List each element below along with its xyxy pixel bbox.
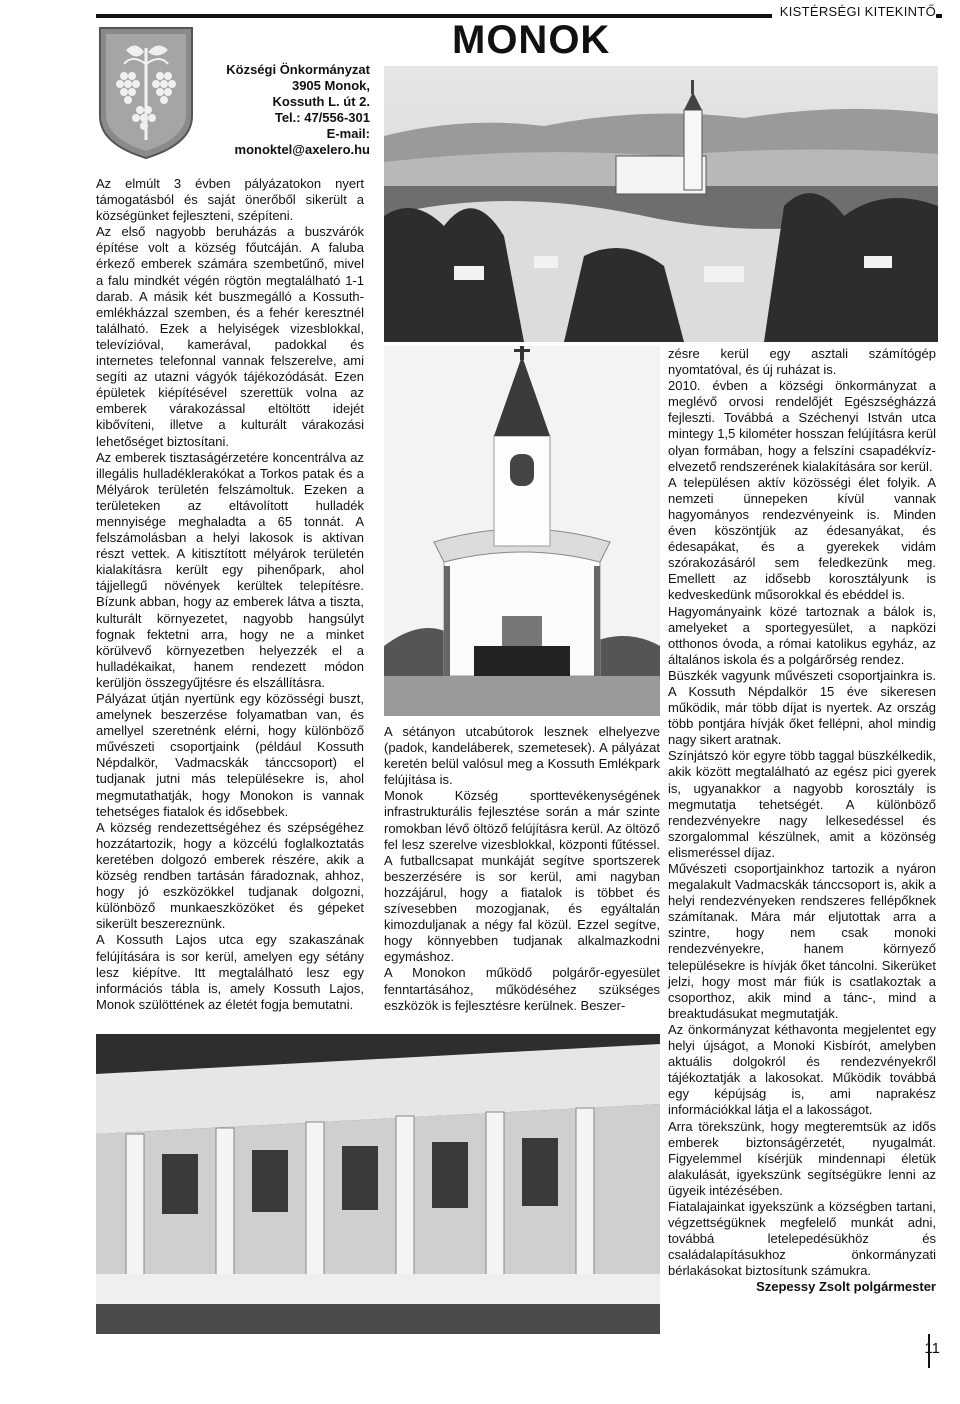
- contact-email: monoktel@axelero.hu: [234, 142, 370, 157]
- signature: Szepessy Zsolt polgármester: [756, 1279, 936, 1295]
- paragraph: Hagyományaink közé tartoznak a bálok is, amelyeket a sportegyesület, a napközi otthonos óvoda, a római katolikus egyház, az általános iskola és a polgárőrség rendez.: [668, 603, 936, 667]
- paragraph: Pályázat útján nyertünk egy közösségi buszt, amelynek beszerzése folyamatban van, és amellyel szeretnénk elérni, hogy különböző művészeti csoportjaink (például Kossuth Népdalkör, Vadmacskák tánccsoport) el tudjanak jutni más településekre is, ahol megmutathatják, hogy Monokon is vannak tehetséges fiatalok és idősebbek.: [96, 691, 364, 819]
- paragraph: zésre kerül egy asztali számítógép nyomtatóval, és új ruházat is.: [668, 346, 936, 378]
- contact-email-label: E-mail:: [326, 126, 370, 141]
- contact-street: Kossuth L. út 2.: [272, 94, 370, 109]
- paragraph: A sétányon utcabútorok lesznek elhelyezve (padok, kandeláberek, szemetesek). A pályázat keretén belül valósul meg a Kossuth Emlékpark felújítása is.: [384, 724, 660, 788]
- paragraph: Az emberek tisztaságérzetére koncentrálva az illegális hulladéklerakókat a Torkos patak és a Mélyárok területén felszámoltuk. Ezeken a területeken az eltávolított hulladék mennyisége meghaladta a 65 tonnát. A felszámolásban a helyi lakosok is aktívan részt vettek. A kitisztított mélyárok területén kialakításra került egy pihenőpark, ahol tájjellegű növények kerültek telepítésre. Bízunk abban, hogy az emberek látva a tiszta, kulturált környezetet, nagyobb hangsúlyt fognak fektetni arra, hogy ne a minket körülvevő környezetben helyezzék el a hulladékaikat, hanem rendezett módon kerüljön összegyűjtésre és elszállításra.: [96, 449, 364, 690]
- paragraph: Fiatalajainkat igyekszünk a községben tartani, végzettségüknek megfelelő munkát adni, továbbá letelepedésükhöz és családalapításukhoz önkormányzati bérlakásokat biztosítunk számukra.: [668, 1198, 936, 1279]
- section-label: KISTÉRSÉGI KITEKINTŐ: [772, 4, 936, 19]
- page-title: MONOK: [452, 18, 611, 62]
- paragraph: A Kossuth Lajos utca egy szakaszának felújítására is sor kerül, amelyen egy sétány lesz kiépítve. Itt megtalálható lesz egy információs tábla is, amely Kossuth Lajos, Monok szülöttének az életét fogja bemutatni.: [96, 932, 364, 1012]
- paragraph: Az önkormányzat kéthavonta megjelentet egy helyi újságot, a Monoki Kisbírót, amelyben aktuális dolgokról és rendezvényekről tájékoztatják a lakosokat. Működik továbbá egy képújság is, ami naprakész információkkal látja el a lakosságot.: [668, 1021, 936, 1118]
- village-church-photo: [384, 66, 938, 342]
- paragraph: 2010. évben a községi önkormányzat a meglévő orvosi rendelőjét Egészségházzá fejleszti. Továbbá a Széchenyi István utca mintegy 1,5 kilométer hosszan felújításra kerül olyan formában, hogy a felszíni csapadékvíz-elvezető rendszerének kialakítására sor kerül.: [668, 378, 936, 474]
- paragraph: Az elmúlt 3 évben pályázatokon nyert támogatásból és saját önerőből sikerült a községünket fejleszteni, szépíteni.: [96, 176, 364, 224]
- grape-crest-icon: [96, 24, 196, 162]
- paragraph: Arra törekszünk, hogy megteremtsük az idős emberek biztonságérzetét, nyugalmát. Figyelemmel kísérjük mindennapi életük alakulását, igyekszünk segítségükre lenni az ügyeik intézésében.: [668, 1118, 936, 1198]
- paragraph: A község rendezettségéhez és szépségéhez hozzátartozik, hogy a közcélú foglalkoztatás keretében dolgozó emberek részére, akik a község rendben tartásán fáradoznak, ahhoz, hogy jó eszközökkel tudjanak dolgozni, különböző munkaeszközöket és gépeket sikerült beszereznünk.: [96, 819, 364, 932]
- memorial-house-photo: [96, 1034, 660, 1334]
- paragraph: A Monokon működő polgárőr-egyesület fenntartásához, működéséhez szükséges eszközök is fejlesztésre kerülnek. Beszer-: [384, 965, 660, 1013]
- paragraph: Színjátszó kör egyre több taggal büszkélkedik, akik között megtalálható az egész pici gyerek is, ugyanakkor a nagyobb korosztály is megmutatja tehetségét. A különböző rendezvényekre nagy lelkesedéssel és szorgalommal készülnek, amit a közönség elismeréssel díjaz.: [668, 748, 936, 860]
- contact-city: 3905 Monok,: [291, 78, 370, 93]
- paragraph: Monok Község sporttevékenységének infrastrukturális fejlesztése során a már szinte romokban lévő öltöző felújításra kerül. Az öltöző fel lesz szerelve vizesblokkal, központi fűtéssel. A futballcsapat munkáját segítve sportszerek beszerzésére is sor kerül, ami nagyban hozzájárul, hogy a fiatalok is többet és szívesebben mozogjanak, és egyáltalán kimozduljanak a négy fal közül. Ezzel segítve, hogy könnyebben tudjanak alkalmazkodni egymáshoz.: [384, 788, 660, 965]
- paragraph: A településen aktív közösségi élet folyik. A nemzeti ünnepeken kívül vannak hagyományos rendezvényeink is. Minden éven köszöntjük az édesanyákat, és édesapákat, és a gyerekek vidám szórakozásáról sem feledkezünk meg. Emellett az idősebb korosztályunk is kedveskedünk műsorokkal és ebéddel is.: [668, 474, 936, 603]
- contact-block: [200, 62, 370, 158]
- paragraph: Büszkék vagyunk művészeti csoportjainkra is. A Kossuth Népdalkör 15 éve sikeresen működik, már több díjat is nyertek. Az ország több pontjára hívják őket fellépni, ahol mindig nagy sikert aratnak.: [668, 667, 936, 748]
- contact-org: Községi Önkormányzat: [226, 62, 370, 77]
- article-column-1: [96, 176, 364, 1013]
- paragraph: Művészeti csoportjainkhoz tartozik a nyáron megalakult Vadmacskák tánccsoport is, akik a helyi rendezvényeken rendszeres fellépőknek számítanak. Mára már eljutottak arra a szintre, hogy nem csak monoki rendezvényekre, hanem környező településekre is hívják őket táncolni. Sikerüket jelzi, hogy most már fiúk is csatlakoztak a csoporthoz, akik mind a tánc-, mind a breaktudásukat megmutatják.: [668, 861, 936, 1021]
- chapel-photo: [384, 346, 660, 716]
- contact-tel: Tel.: 47/556-301: [274, 110, 370, 125]
- coat-of-arms: [96, 24, 196, 162]
- page-number: 11: [924, 1340, 940, 1357]
- paragraph: Az első nagyobb beruházás a buszvárók építése volt a község főutcáján. A faluba érkező emberek számára szembetűnő, mivel a falu mindkét végén rögtön megtalálható 1-1 darab. A másik két buszmegálló a Kossuth-emlékházzal szemben, és a fehér keresztnél található. Ezek a helyiségek vizesblokkal, televízióval, kamerával, padokkal és internetes telefonnal vannak felszerelve, ami segíti az utazni vágyók tájékozódását. Ezen épületek kiépítésével szerettük volna az emberek várakozással eltöltött idejét kibővíteni, illetve a kulturált várakozási lehetőséget biztosítani.: [96, 224, 364, 449]
- article-column-2: [384, 724, 660, 1014]
- article-column-3: [668, 346, 936, 1296]
